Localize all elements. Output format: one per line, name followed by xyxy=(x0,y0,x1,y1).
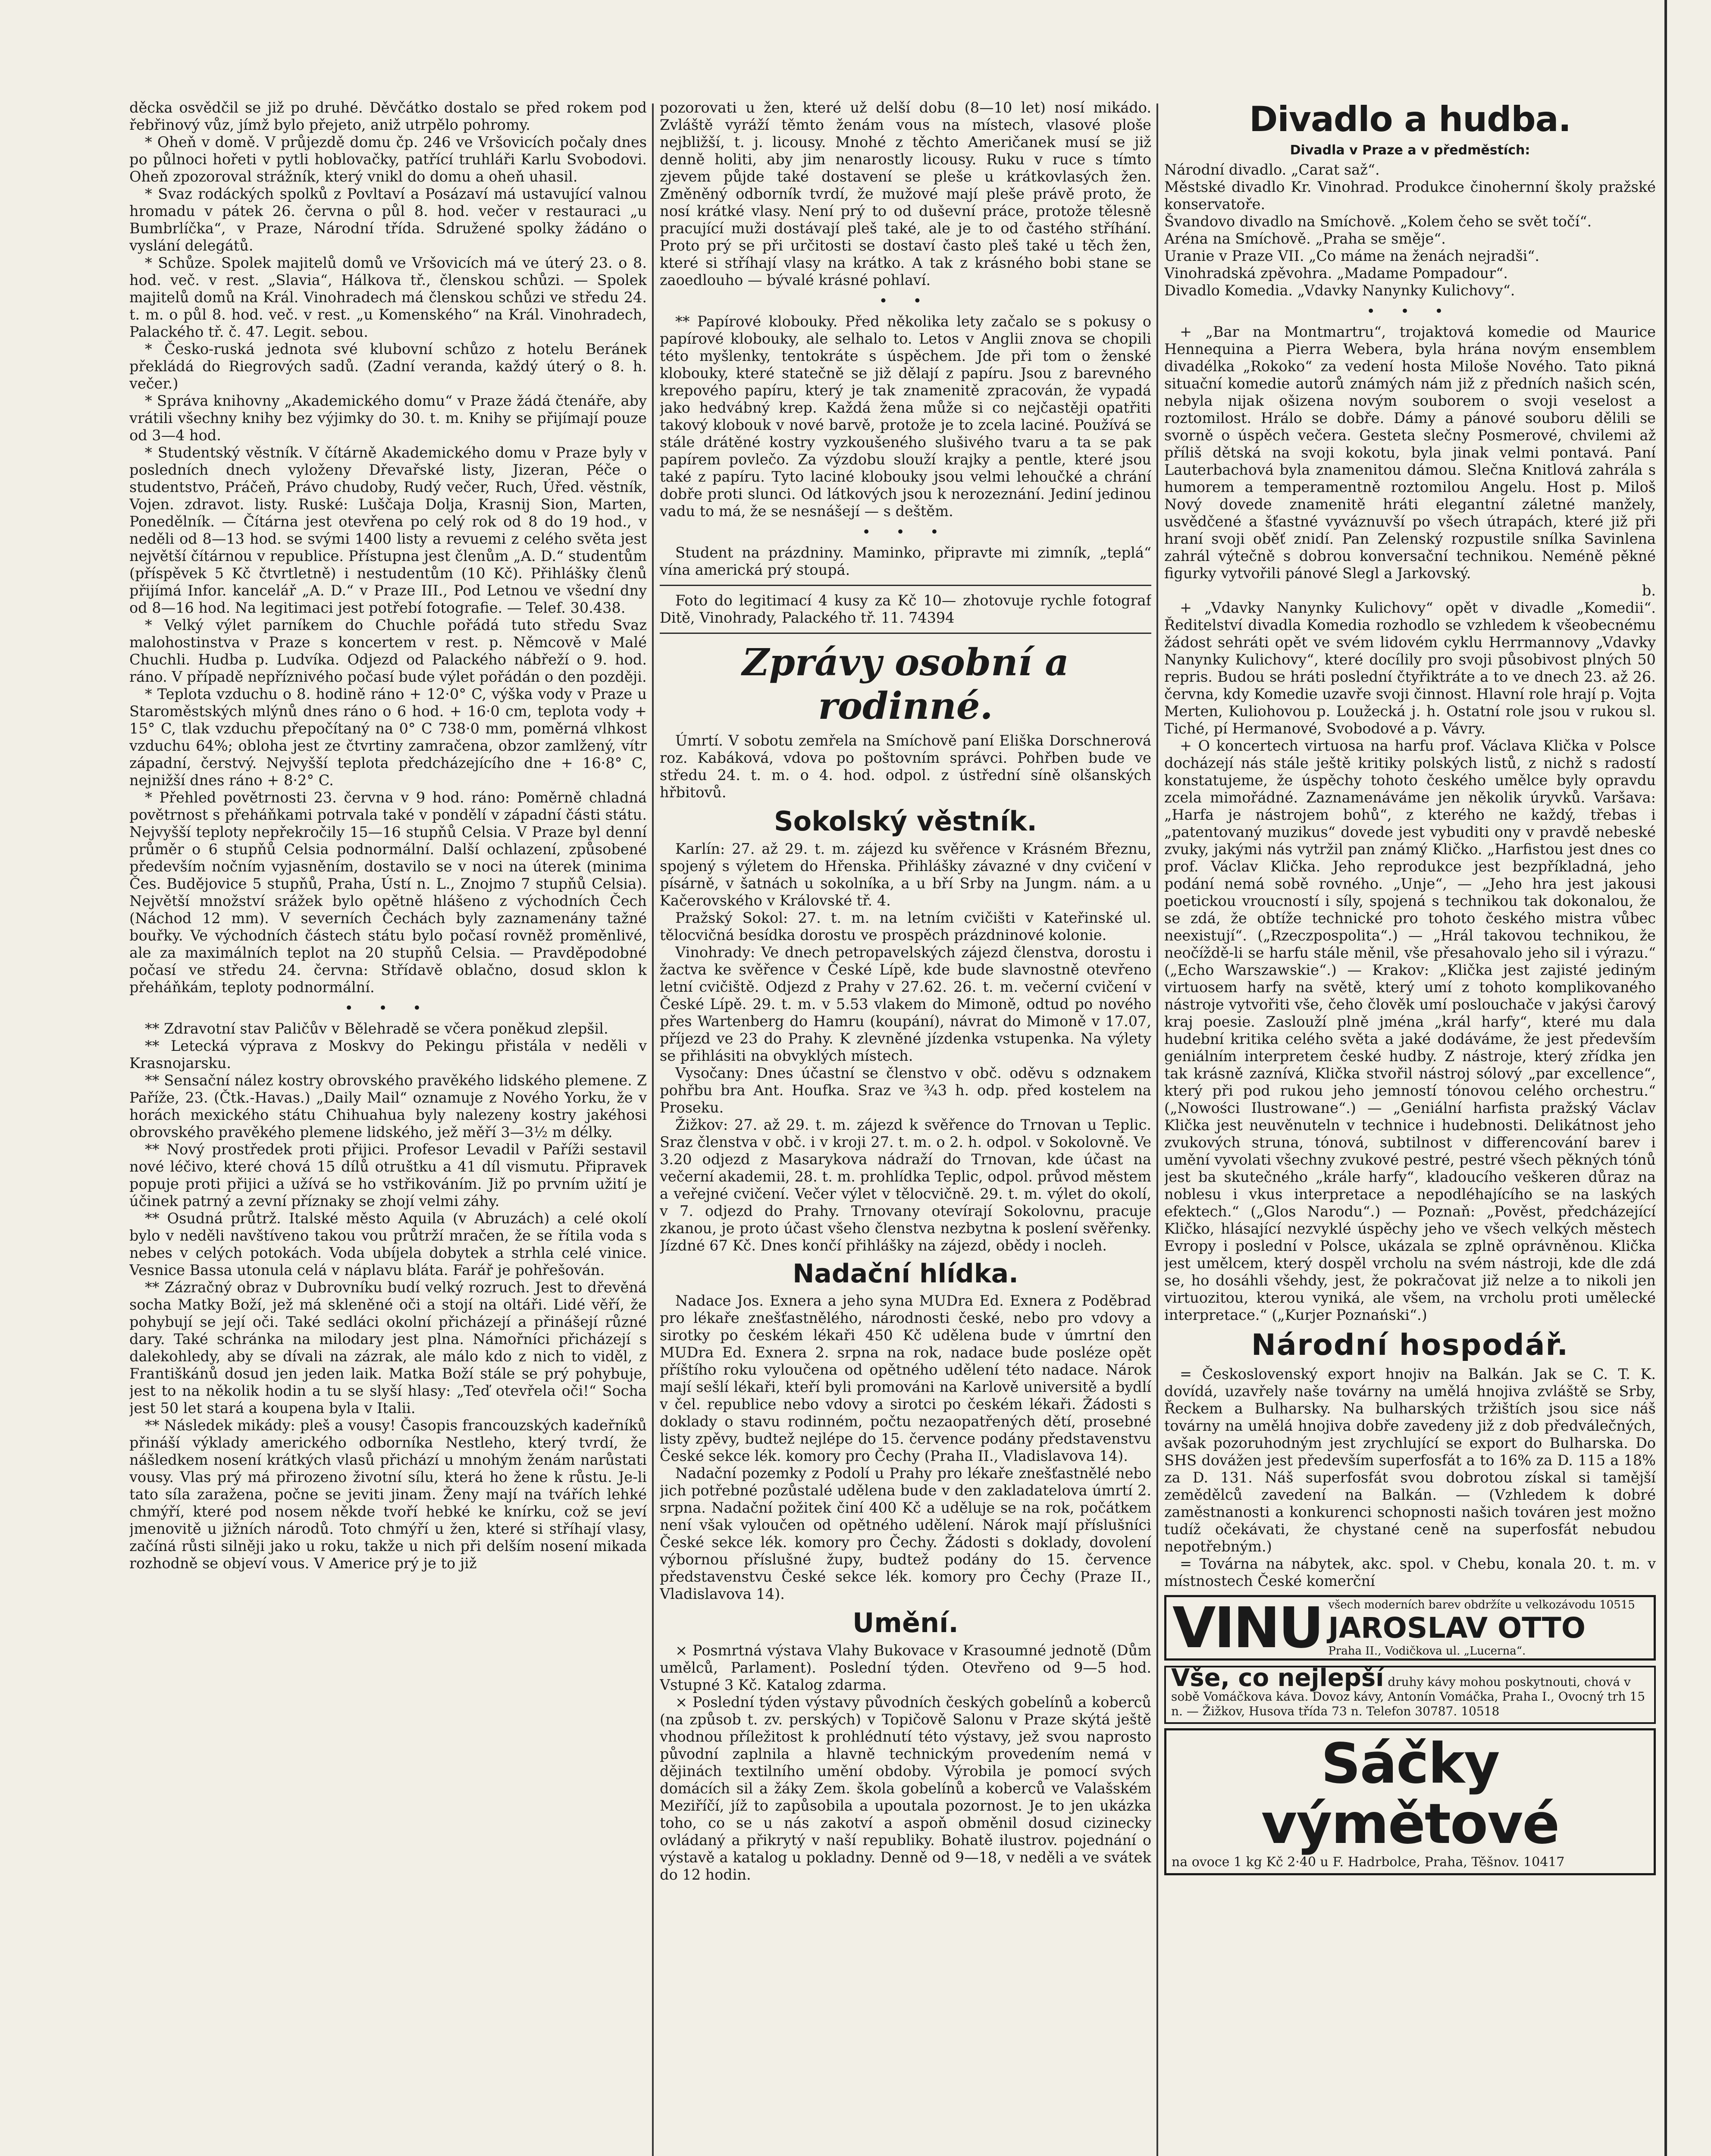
review: + O koncertech virtuosa na harfu prof. Václava Klička v Polsce docházejí nás stále ještě kritiky polských listů, z nichž s radostí konstatujeme, že úspěchy tohoto českého umělce byly opravdu zcela mimořádné. Zaznamenáváme jen několik úryvků. Varšava: „Harfa je nástrojem bohů“, z kterého ne každý, třebas i „patentovaný muzikus“ dovede jest vybuditi ony v pravdě nebeské zvuky, jakými nás vytržil pan známý Kličko. „Harfistou jest dnes co prof. Václav Klička. Jeho reprodukce jest bezpříkladná, jeho podání nemá sobě rovného. „Unje“, — „Jeho hra jest jakousi poetickou vroucností i síly, spojená s technikou tak dokonalou, že se zdá, že obtíže technické pro tohoto českého mistra vůbec neexistují“. („Rzeczpospolita“.) — „Hrál takovou technikou, že neočíždě-li se harfu stále měnil, vše přesahovalo jeho sil i výrazu.“ („Echo Warszawskie“.) — Krakov: „Klička jest zajisté jediným virtuosem harfy na světě, který umí z tohoto komplikovaného nástroje vytvořiti vše, čeho člověk umí poslouchače v jakýsi čarový kraj poesie. Zaslouží plně jména „král harfy“, které mu dala hudební kritika celého světa a jaké dodáváme, že jest především geniálním interpretem české hudby. Z nástroje, který zřídka jen tak krásně zaznívá, Klička stvořil nástroj sólový „par excellence“, který při pod rukou jeho jemností tónovou celého orchestru.“ („Nowości Ilustrowane“.) — „Geniální harfista pražský Václav Klička jest neuvěnuteln v technice i hudebnosti. Delikátnost jeho zvukových struna, tónová, subtilnost v differencování barev i umění vyvolati všechny zvukové pestré, pestré všech pěkných tónů jest ba skutečného „krále harfy“, kladoucího veškeren důraz na noblesu i vkus interpretace a nepodléhajícího se na laských efektech.“ („Glos Narodu“.) — Poznaň: „Pověst, předcházející Kličko, hlásající nezvyklé úspěchy jeho ve všech velkých městech Evropy i poslední v Polsce, ukázala se zplně oprávněnou. Klička jest umělcem, který dospěl vrcholu na svém nástroji, kde dle zdá se, ho dosáhli všehdy, jest, že pokračovat již nelze a to nikoli jen virtuozitou, kterou vyniká, ale všem, na vrcholu proti umělecké interpretace.“ („Kurjer Poznański“.) xyxy=(1164,737,1656,1323)
section-title-umeni: Umění. xyxy=(852,1607,959,1639)
news-item: * Studentský věstník. V čítárně Akademického domu v Praze byly v posledních dnech vyloženy Dřevařské listy, Jizeran, Péče o studentstvo, Práčeň, Právo chudoby, Rudý večer, Ruch, Úřed. věstník, Vojen. zdravot. listy. Ruské: Luščaja Dolja, Krasnij Sion, Marten, Ponedělník. — Čítárna jest otevřena po celý rok od 8 do 19 hod., v neděli od 8—13 hod. se svými 1400 listy a revuemi z celého světa jest největší čítárnou v republice. Přístupna jest členům „A. D.“ studentům (příspěvek 5 Kč čtvrtletně) i nestudentům (10 Kč). Přihlášky členů přijímá Infor. kancelář „A. D.“ v Praze III., Pod Letnou ve všední dny od 8—16 hod. Na legitimaci jest potřebí fotografie. — Telef. 30.438. xyxy=(129,444,647,616)
page-edge-line xyxy=(1664,0,1667,2156)
news-item: Nadační pozemky z Podolí u Prahy pro lékaře znešťastnělé nebo jich potřebné pozůstalé udělena bude v den zakladatelova úmrtí 2. srpna. Nadační požitek činí 400 Kč a uděluje se na rok, počátkem není však vyloučen od opětného udělení. Nárok mají příslušníci České sekce lék. komory pro Čechy. Žádosti s doklady, dovolení výbornou příslušné župy, budtež podány do 15. července představenstvu České sekce lék. komory pro Čechy (Praze II., Vladislavova 14). xyxy=(660,1465,1151,1602)
column-rule xyxy=(1156,103,1158,2156)
section-title-divadlo: Divadlo a hudba. xyxy=(1249,99,1571,139)
classified-ad: Foto do legitimací 4 kusy za Kč 10— zhotovuje rychle fotograf Ditě, Vinohrady, Palackého tř. 11. 74394 xyxy=(660,592,1151,626)
theatre-listing: Aréna na Smíchově. „Praha se směje“. xyxy=(1164,230,1446,247)
news-item: Pražský Sokol: 27. t. m. na letním cvičišti v Kateřinské ul. tělocvičná besídka dorostu ve prospěch prázdninové kolonie. xyxy=(660,909,1151,943)
news-item: × Posmrtná výstava Vlahy Bukovace v Krasoumné jednotě (Dům umělců, Parlament). Poslední týden. Otevřeno od 9—5 hod. Vstupné 3 Kč. Katalog zdarma. xyxy=(660,1642,1151,1693)
news-item: ** Papírové klobouky. Před několika lety začalo se s pokusy o papírové klobouky, ale selhalo to. Letos v Anglii znova se chopili této myšlenky, tentokráte s úspěchem. Jde při tom o ženské klobouky, které statečně se již dělají z papíru. Jsou z barevného krepového papíru, který je tak znamenitě zpracován, že vypadá jako hedvábný krep. Každá žena může si co nejčastěji opatřiti takový klobouk v nové barvě, protože je to zcela laciné. Používá se stále drátěné kostry vyzkoušeného slušivého tvaru a ta se pak papírem povlečo. Za výzdobu slouží krajky a pentle, které jsou také z papíru. Tyto laciné klobouky jsou velmi lehoučké a chrání dobře proti slunci. Od látkových jsou k nerozeznání. Jediní jedinou vadu to má, že se nesnášejí — s deštěm. xyxy=(660,313,1151,520)
review: + „Vdavky Nanynky Kulichovy“ opět v divadle „Komedii“. Ředitelství divadla Komedia rozhodlo se vzhledem k všeobecnému žádost sehráti opět ve svém lidovém cyklu Herrmannovy „Vdavky Nanynky Kulichovy“, které docílily pro svoji působivost plných 50 repris. Budou se hráti poslední čtyřiktráte a to ve dnech 23. až 26. června, kdy Komedie uzavře svoji činnost. Hlavní role hrají p. Vojta Merten, Kuliohovou p. Loužecká j. h. Ostatní role jsou v rukou sl. Tiché, pí Hermanové, Svobodové a p. Vávry. xyxy=(1164,599,1656,737)
weather-report: * Teplota vzduchu o 8. hodině ráno + 12·0° C, výška vody v Praze u Staroměstských mlýnů dnes ráno o 6 hod. + 16·0 cm, teplota vody + 15° C, tlak vzduchu přepočítaný na 0° C 738·0 mm, poměrná vlhkost vzduchu 64%; obloha jest ze čtvrtiny zamračena, obzor zamlžený, vítr západní, čerstvý. Nejvyšší teplota předcházejícího dne + 16·8° C, nejnižší dnes ráno + 8·2° C. xyxy=(129,686,647,789)
theatre-listing: Uranie v Praze VII. „Co máme na ženách nejradši“. xyxy=(1164,248,1540,264)
article-text: pozorovati u žen, které už delší dobu (8—10 let) nosí mikádo. Zvláště vyráží těmto ženám vous na místech, vlasové ploše nejbližší, t. j. licousy. Mnohé z těchto Američanek musí se již denně holiti, aby jim nenarostly licousy. Ruku v ruce s tímto zjevem půjde také dostavení se pleše u krátkovlasých žen. Změněný odborník tvrdí, že mužové mají pleše právě proto, že nosí krátké vlasy. Není prý to od duševní práce, protože tělesně pracující muži dostávají pleš také, ale je to od častého stříhání. Proto prý se při určitosti se dostaví často pleš také u těch žen, které si stříhají vlasy na krátko. A tak z krásného bobi stane se zaoedlouho — bývalé krásné pohlaví. xyxy=(660,99,1151,288)
news-item: ** Letecká výprava z Moskvy do Pekingu přistála v neděli v Krasnojarsku. xyxy=(129,1037,647,1072)
column-left xyxy=(129,99,647,2156)
news-item: ** Osudná průtrž. Italské město Aquila (v Abruzách) a celé okolí bylo v neděli navštíveno takou vou průtrží mračen, že se řítila voda s nebes v celých potokách. Voda ubíjela dobytek a strhla celé vinice. Vesnice Bassa utonula celá v náplavu bláta. Farář je pohřešován. xyxy=(129,1210,647,1279)
divider xyxy=(660,633,1151,634)
theatre-listing: Divadlo Komedia. „Vdavky Nanynky Kulichovy“. xyxy=(1164,282,1515,299)
news-item: * Velký výlet parníkem do Chuchle pořádá tuto středu Svaz malohostinstva v Praze s koncertem v rest. p. Němcově v Malé Chuchli. Hudba p. Ludvíka. Odjezd od Palackého nábřeží o 9. hod. ráno. V případě nepříznivého počasí bude výlet pořádán o den později. xyxy=(129,617,647,685)
section-title-nadacni: Nadační hlídka. xyxy=(793,1259,1018,1289)
section-separator: • • xyxy=(879,292,932,310)
news-item: * Česko-ruská jednota své klubovní schůzo z hotelu Beránek překládá do Riegrových sadů. (Zadní veranda, každý úterý o 8. h. večer.) xyxy=(129,341,647,392)
ad-text: všech moderních barev obdržíte u velkozávodu 10515 xyxy=(1328,1598,1635,1611)
news-item: Karlín: 27. až 29. t. m. zájezd ku svěřence v Krásném Březnu, spojený s výletem do Hřenska. Přihlášky závazné v dny cvičení v písárně, v šatnách u sokolníka, a u bří Srby na Jungm. nám. a u Kačerovského v Královské tř. 4. xyxy=(660,840,1151,909)
section-title-zpravy: Zprávy osobní a rodinné. xyxy=(742,641,1069,728)
news-item: * Oheň v domě. V průjezdě domu čp. 246 ve Vršovicích počaly dnes po půlnoci hořeti v pytli hoblovačky, patřící truhláři Karlu Svobodovi. Oheň zpozoroval strážník, který vnikl do domu a oheň uhasil. xyxy=(129,134,647,185)
section-subtitle: Divadla v Praze a v předměstích: xyxy=(1290,143,1530,158)
news-item: × Poslední týden výstavy původních českých gobelínů a koberců (na způsob t. zv. perských) v Topičově Salonu v Praze skýtá ještě vhodnou příležitost k prohlédnutí této výstavy, jež svou naprosto původní zaplnila a hlavně technickým provedením nemá v dějinách textilního umění obdoby. Výrobila je pomocí svých domácích sil a žáky Zem. škola gobelínů a koberců ve Valašském Meziříčí, jíž to zapůsobila a upoutala pozornost. Je to jen ukázka toho, co se u nás zakotví a aspoň obměnil dosud cizinecky ovládaný a přikrytý v naší republiky. Bohatě ilustrov. pojednání o výstavě a katalog u pokladny. Denně od 9—18, v neděli a ve svátek do 12 hodin. xyxy=(660,1694,1151,1883)
section-separator: • • • xyxy=(862,523,949,541)
news-item: = Československý export hnojiv na Balkán. Jak se C. T. K. dovídá, uzavřely naše továrny na umělá hnojiva zvláště se Srby, Řeckem a Bulharsky. Na bulharských tržištích jsou sice náš továrny na umělá hnojiva dobře zavedeny již z dob předválečných, avšak pozoruhodným jest zrychlující se export do Bulharska. Do SHS dovážen jest především superfosfát a to 16% za D. 115 a 18% za D. 131. Náš superfosfát svou dobrotou získal si tamější zemědělců zavedení na Balkán. — (Vzhledem k dobré zaměstnanosti a konkurenci schopnosti našich továren jest možno tudíž očekávati, že chystané ceně na superfosfát nebudou nepotřebným.) xyxy=(1164,1366,1656,1555)
news-item: Nadace Jos. Exnera a jeho syna MUDra Ed. Exnera z Poděbrad pro lékaře znešťastnělého, národnosti české, nebo pro vdovy a sirotky po českém lékaři 450 Kč udělena bude v úmrtní den MUDra Ed. Exnera 2. srpna na rok, nadace bude posléze opět příštího roku vyloučena od opětného udělení této nadace. Nárok mají sešlí lékaři, kteří byli promováni na Karlově universitě a bydlí v čel. republice nebo vdovy a sirotci po českém lékaři. Žádosti s doklady o stavu rodinném, počtu nezaopatřených dětí, prosebné listy zpěvy, budtež nejlépe do 15. července podány představenstvu České sekce lék. komory pro Čechy (Praha II., Vladislavova 14). xyxy=(660,1292,1151,1464)
ad-headline: Sáčky výmětové xyxy=(1261,1732,1559,1856)
divider xyxy=(660,585,1151,586)
ad-headline: VINU xyxy=(1172,1595,1322,1661)
theatre-listing: Švandovo divadlo na Smíchově. „Kolem čeho se svět točí“. xyxy=(1164,213,1592,230)
news-item: Úmrtí. V sobotu zemřela na Smíchově paní Eliška Dorschnerová roz. Kabáková, vdova po poštovním správci. Pohřben bude ve středu 24. t. m. o 4. hod. odpol. z ústřední síně olšanských hřbitovů. xyxy=(660,732,1151,801)
review-signature: b. xyxy=(1642,582,1656,599)
advertisement-vinu xyxy=(1164,1595,1656,1661)
column-middle xyxy=(660,99,1151,2156)
section-title-narodni: Národní hospodář. xyxy=(1251,1328,1569,1362)
news-item: * Schůze. Spolek majitelů domů ve Vršovicích má ve úterý 23. o 8. hod. več. v rest. „Slavia“, Hálkova tř., členskou schůzi. — Spolek majitelů domů na Král. Vinohradech má členskou schůzi ve středu 24. t. m. o půl 8. hod. več. v rest. „u Komenského“ na Král. Vinohradech, Palackého tř. č. 47. Legit. sebou. xyxy=(129,254,647,340)
joke: Student na prázdniny. Maminko, připravte mi zimník, „teplá“ vína americká prý stoupá. xyxy=(660,544,1151,578)
theatre-listing: Městské divadlo Kr. Vinohrad. Produkce činohernní školy pražské konservatoře. xyxy=(1164,179,1656,213)
news-item: = Továrna na nábytek, akc. spol. v Chebu, konala 20. t. m. v místnostech České komerční xyxy=(1164,1555,1656,1589)
ad-text: na ovoce 1 kg Kč 2·40 u F. Hadrbolce, Praha, Těšnov. 10417 xyxy=(1172,1855,1565,1870)
article-text: děcka osvědčil se již po druhé. Děvčátko dostalo se před rokem pod řebřinový vůz, jímž bylo přejeto, aniž utrpělo pohromy. xyxy=(129,99,647,133)
theatre-listing: Vinohradská zpěvohra. „Madame Pompadour“. xyxy=(1164,265,1508,282)
advertisement-vomacka xyxy=(1164,1666,1656,1724)
section-separator: • • • xyxy=(345,1000,432,1017)
news-item: * Správa knihovny „Akademického domu“ v Praze žádá čtenáře, aby vrátili všechny knihy bez výjimky do 30. t. m. Knihy se přijímají pouze od 3—4 hod. xyxy=(129,392,647,444)
ad-name: JAROSLAV OTTO xyxy=(1328,1611,1586,1645)
ad-headline: Vše, co nejlepší xyxy=(1171,1664,1384,1692)
news-item: ** Následek mikády: pleš a vousy! Časopis francouzských kadeřníků přináší výklady amerického odborníka Nestleho, který tvrdí, že nášledkem nosení krátkých vlasů přichází u mnohým ženám narůstati vousy. Vlas prý má přirozeno životní sílu, která ho žene k růstu. Je-li tato síla zaražena, počne se jeviti jinam. Ženy mají na tvářích lehké chmýří, které pod nosem někde tvoří hebké ke knírku, což se jeví jmenovitě u jižních národů. Toto chmýří u žen, které si stříhají vlasy, začíná růsti silněji jako u roku, takže u nich při delším nosení mikada rozhodně se objeví vous. V Americe prý je to již xyxy=(129,1417,647,1572)
news-item: Žižkov: 27. až 29. t. m. zájezd k svěřence do Trnovan u Teplic. Sraz členstva v obč. i v kroji 27. t. m. o 2. h. odpol. v Sokolovně. Ve 3.20 odjezd z Masarykova nádraží do Trnovan, kde účast na večerní akademii, 28. t. m. prohlídka Teplic, odpol. průvod městem a veřejné cvičení. Večer výlet v tělocvičně. 29. t. m. výlet do okolí, v 7. odjezd do Prahy. Trnovany otevírají Sokolovnu, pracuje zkanou, je proto účast všeho členstva nezbytna k poslení svěřenky. Jízdné 67 Kč. Dnes končí přihlášky na zájezd, obědy i nocleh. xyxy=(660,1116,1151,1254)
weather-report: * Přehled povětrnosti 23. června v 9 hod. ráno: Poměrně chladná povětrnost s přeháňkami potrvala také v pondělí v západní části státu. Nejvyšší teploty nepřekročily 15—16 stupňů Celsia. V Praze byl denní průměr o 6 stupňů Celsia podnormální. Další ochlazení, způsobené především nočním vyjasněním, dostavilo se v noci na úterek (minima Čes. Budějovice 5 stupňů, Praha, Ústí n. L., Znojmo 7 stupňů Celsia). Největší množství srážek bylo opětně hlášeno z východních Čech (Náchod 12 mm). V severních Čechách byly zaznamenány tažné bouřky. Ve východních částech státu bylo počasí rovněž proměnlivé, ale za maximálních teplot na 20 stupňů Celsia. — Pravděpodobné počasí ve středu 24. června: Střídavě oblačno, dosud sklon k přeháňkám, teploty podnormální. xyxy=(129,789,647,996)
news-item: ** Zázračný obraz v Dubrovníku budí velký rozruch. Jest to dřevěná socha Matky Boží, jež má skleněné oči a stojí na oltáři. Lidé věří, že pohybují se její oči. Také sedláci okolní přicházejí a přinášejí různé dary. Také schránka na milodary jest plna. Námořníci přicházejí s dalekohledy, aby se dívali na zázrak, ale málo kdo z nich to viděl, z Františkánů dosud jen jeden laik. Matka Boží stále se prý pohybuje, jest to na několik hodin a tu se slyší hlasy: „Teď otevřela oči!“ Socha jest 50 let stará a koupena byla v Italii. xyxy=(129,1279,647,1416)
news-item: Vinohrady: Ve dnech petropavelských zájezd členstva, dorostu i žactva ke svěřence v České Lípě, kde bude slavnostně otevřeno letní cvičiště. Odjezd z Prahy v 27.62. 26. t. m. večerní cvičení v České Lípě. 29. t. m. v 5.53 vlakem do Mimoně, odtud po nového přes Wartenberg do Hamru (koupání), návrat do Mimoně v 17.07, příjezd ve 23 do Prahy. K zlevněné jízdenka vstupenka. Na výlety se přihlásiti na obvyklých místech. xyxy=(660,944,1151,1064)
column-rule xyxy=(652,103,654,2156)
review: + „Bar na Montmartru“, trojaktová komedie od Maurice Hennequina a Pierra Webera, byla hrána novým ensemblem divadélka „Rokoko“ za vedení hosta Miloše Nového. Tato pikná situační komedie autorů známých nám již z předních našich scén, nebyla nijak ošizena novým souborem o svoji veselost a roztomilost. Hrálo se dobře. Dámy a pánové souboru dělili se svorně o úspěch večera. Gesteta slečny Posmerové, chvilemi až příliš dětská na svoji kokotu, byla jinak velmi pontavá. Paní Lauterbachová byla znamenitou dámou. Slečna Knitlová zahrála s humorem a temperamentně roztomilou Angelu. Host p. Miloš Nový dovede znamenitě hráti elegantní záletné manžely, usvědčené a šťastné vyváznuvší po všech útrapách, které již při hraní svoji oběť znidí. Pan Zelenský rozpustile snílka Savinlena zahrál výtečně s dobrou konversační technikou. Neméně pěkné figurky vytvořili pánové Slegl a Jarkovský. xyxy=(1164,323,1656,582)
news-item: Vysočany: Dnes účastní se členstvo v obč. oděvu s odznakem pohřbu bra Ant. Houfka. Sraz ve ¾3 h. odp. před kostelem na Proseku. xyxy=(660,1065,1151,1116)
ad-address: Praha II., Vodičkova ul. „Lucerna“. xyxy=(1328,1644,1526,1658)
ad-text: druhy kávy mohou poskytnouti, chová v sobě Vomáčkova káva. Dovoz kávy, Antonín Vomáčka, Praha I., Ovocný trh 15 n. — Žižkov, Husova třída 73 n. Telefon 30787. 10518 xyxy=(1171,1675,1645,1718)
news-item: * Svaz rodáckých spolků z Povltaví a Posázaví má ustavující valnou hromadu v pátek 26. června o půl 8. hod. večer v restauraci „u Bumbrlíčka“, v Praze, Národní třída. Sdružené spolky žádáno o vyslání delegátů. xyxy=(129,185,647,254)
column-right xyxy=(1164,99,1656,2156)
news-item: ** Zdravotní stav Paličův v Bělehradě se včera poněkud zlepšil. xyxy=(145,1020,608,1037)
theatre-listing: Národní divadlo. „Carat saž“. xyxy=(1164,161,1380,178)
news-item: ** Sensační nález kostry obrovského pravěkého lidského plemene. Z Paříže, 23. (Čtk.-Havas.) „Daily Mail“ oznamuje z Nového Yorku, že v horách mexického státu Chihuahua byly nalezeny kostry jakéhosi obrovského pravěkého plemene lidského, jež měří 3—3½ m délky. xyxy=(129,1072,647,1141)
news-item: ** Nový prostředek proti přijici. Profesor Levadil v Paříži sestavil nové léčivo, které chová 15 dílů otruštku a 41 díl vismutu. Připravek popuje proti přijici a užívá se ho vstřikováním. Již po prvním užití je účinek patrný a zevní příznaky se zhojí velmi záhy. xyxy=(129,1141,647,1210)
section-separator: • • • xyxy=(1366,303,1454,320)
advertisement-sacky xyxy=(1164,1728,1656,1875)
section-title-sokol: Sokolský věstník. xyxy=(774,805,1037,837)
